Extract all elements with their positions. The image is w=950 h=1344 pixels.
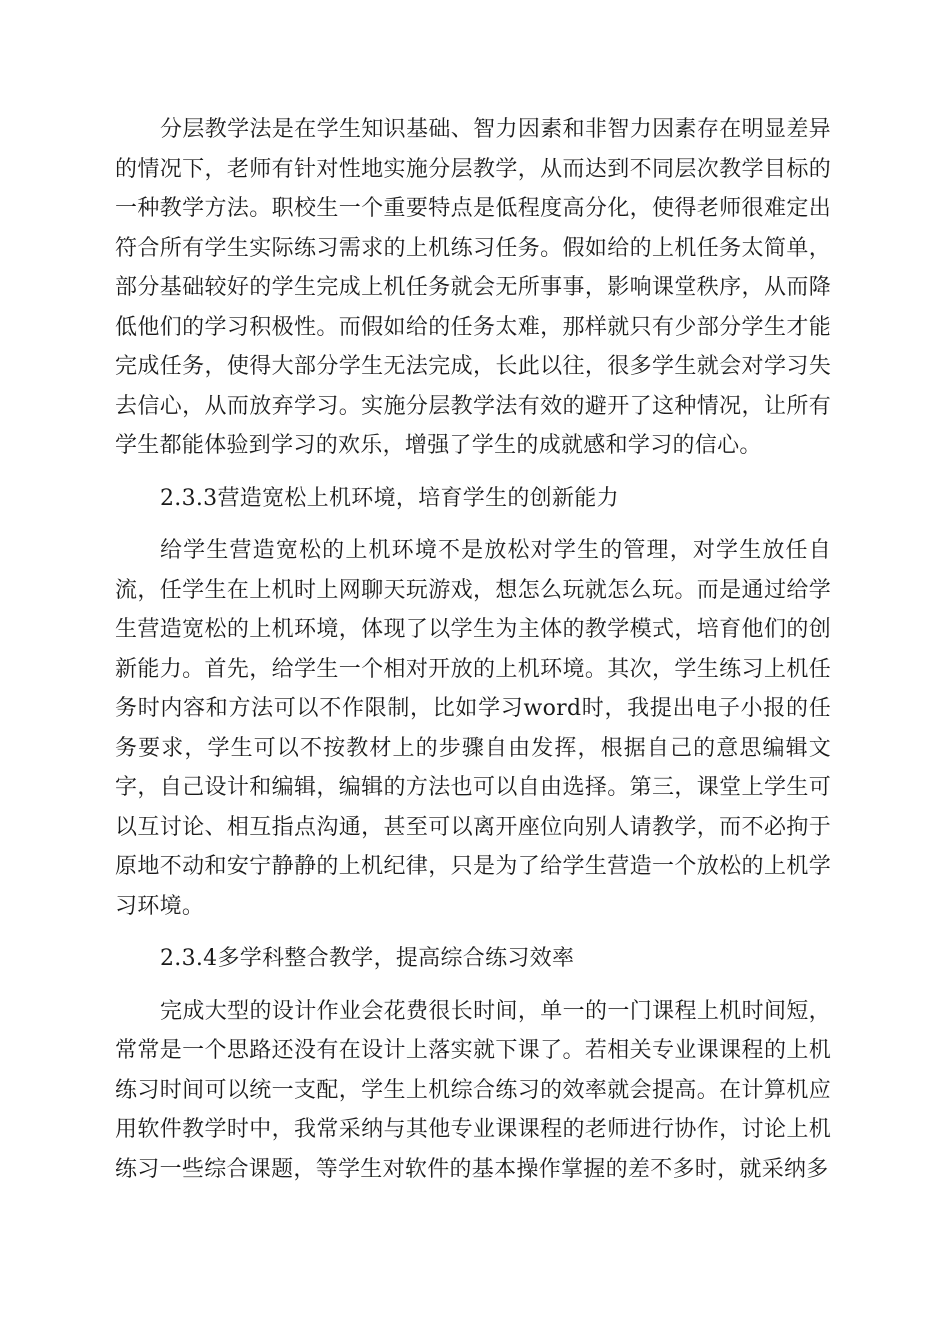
paragraph-tiered-teaching: 分层教学法是在学生知识基础、智力因素和非智力因素存在明显差异的情况下，老师有针对性地实施分层教学，从而达到不同层次教学目标的一种教学方法。职校生一个重要特点是低程度高分化，使得老师很难定出符合所有学生实际练习需求的上机练习任务。假如给的上机任务太简单，部分基础较好的学生完成上机任务就会无所事事，影响课堂秩序，从而降低他们的学习积极性。而假如给的任务太难，那样就只有少部分学生才能完成任务，使得大部分学生无法完成，长此以往，很多学生就会对学习失去信心，从而放弃学习。实施分层教学法有效的避开了这种情况，让所有学生都能体验到学习的欢乐，增强了学生的成就感和学习的信心。 <box>115 117 831 458</box>
document-page <box>115 110 831 1202</box>
paragraph-relaxed-environment: 给学生营造宽松的上机环境不是放松对学生的管理，对学生放任自流，任学生在上机时上网聊天玩游戏，想怎么玩就怎么玩。而是通过给学生营造宽松的上机环境，体现了以学生为主体的教学模式，培育他们的创新能力。首先，给学生一个相对开放的上机环境。其次，学生练习上机任务时内容和方法可以不作限制，比如学习word时，我提出电子小报的任务要求，学生可以不按教材上的步骤自由发挥，根据自己的意思编辑文字，自己设计和编辑，编辑的方法也可以自由选择。第三，课堂上学生可以互讨论、相互指点沟通，甚至可以离开座位向别人请教学，而不必拘于原地不动和安宁静静的上机纪律，只是为了给学生营造一个放松的上机学习环境。 <box>115 538 831 919</box>
paragraph-multidisciplinary: 完成大型的设计作业会花费很长时间，单一的一门课程上机时间短，常常是一个思路还没有在设计上落实就下课了。若相关专业课课程的上机练习时间可以统一支配，学生上机综合练习的效率就会提高。在计算机应用软件教学时中，我常采纳与其他专业课课程的老师进行协作，讨论上机练习一些综合课题，等学生对软件的基本操作掌握的差不多时，就采纳多 <box>115 998 831 1182</box>
section-heading-2-3-4: 2.3.4多学科整合教学，提高综合练习效率 <box>160 946 575 971</box>
section-heading-2-3-3: 2.3.3营造宽松上机环境，培育学生的创新能力 <box>160 485 619 511</box>
